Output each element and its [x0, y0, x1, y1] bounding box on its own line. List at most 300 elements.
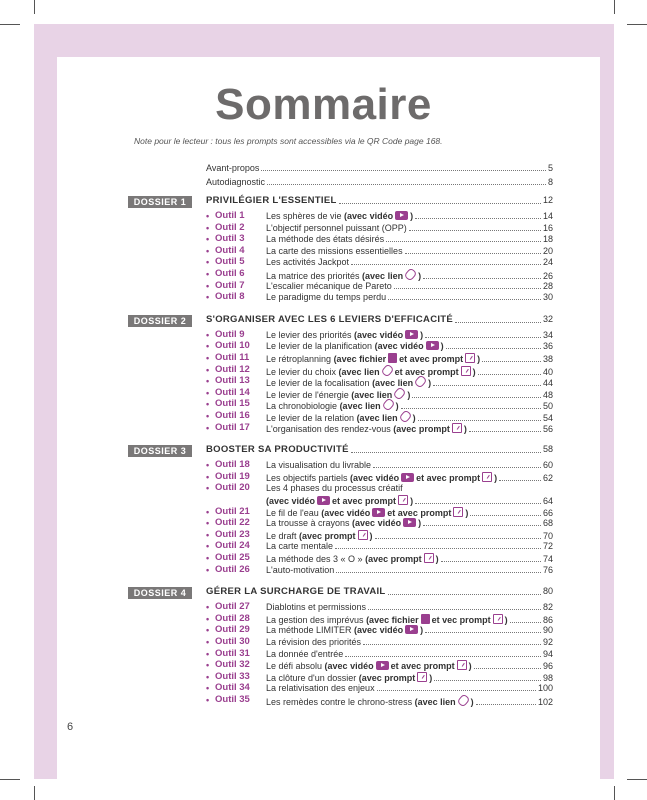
entry-page-number: 96: [542, 661, 553, 672]
entry-page-number: 44: [542, 378, 553, 389]
entry-resource-label: ): [494, 472, 498, 483]
entry-resource-label: et avec prompt: [387, 507, 452, 518]
leader-dots: [470, 514, 541, 516]
bullet-icon: •: [206, 292, 210, 303]
bullet-icon: •: [206, 483, 210, 494]
entry-label: [266, 530, 373, 541]
entry-resource-label: ): [463, 423, 467, 434]
entry-resource-label: (avec vidéo: [354, 329, 404, 340]
entry-label: [266, 257, 349, 267]
entry-page-number: 36: [542, 341, 553, 352]
toc-outil-entry[interactable]: [266, 637, 553, 647]
video-play-icon: [317, 496, 330, 505]
outil-number: Outil 34: [215, 682, 250, 694]
toc-outil-entry[interactable]: [266, 281, 553, 291]
entry-resource-label: ): [410, 496, 414, 506]
bullet-icon: •: [206, 613, 210, 624]
entry-page-number: 66: [542, 507, 553, 518]
leader-dots: [373, 466, 541, 468]
video-play-icon: [426, 341, 439, 350]
entry-page-number: 60: [542, 460, 553, 471]
outil-number: Outil 1: [215, 210, 245, 221]
leader-dots: [339, 202, 541, 204]
entry-resource-label: ): [407, 389, 411, 400]
bullet-icon: •: [206, 245, 210, 256]
outil-number: Outil 24: [215, 540, 250, 552]
file-icon: [388, 353, 397, 363]
entry-resource-label: et avec prompt: [332, 496, 397, 506]
leader-dots: [425, 336, 541, 338]
entry-page-number: 28: [542, 280, 553, 291]
leader-dots: [434, 679, 541, 681]
outil-number: Outil 21: [215, 505, 250, 517]
leader-dots: [423, 524, 541, 526]
entry-resource-label: ): [369, 530, 373, 541]
toc-outil-entry[interactable]: [266, 341, 553, 351]
entry-resource-label: (avec lien: [338, 366, 380, 377]
entry-label: [266, 341, 444, 351]
entry-resource-label: ): [477, 354, 481, 364]
outil-number: Outil 33: [215, 670, 250, 682]
prompt-icon: [461, 366, 471, 376]
entry-text: L'escalier mécanique de Pareto: [266, 280, 392, 291]
dossier-heading[interactable]: [206, 314, 553, 325]
leader-dots: [469, 430, 541, 432]
entry-resource-label: ): [420, 625, 424, 636]
leader-dots: [386, 240, 541, 242]
outil-number: Outil 5: [215, 256, 245, 268]
entry-label: [266, 614, 508, 625]
prompt-icon: [457, 660, 467, 670]
dossier-badge: DOSSIER 2: [128, 315, 192, 327]
outil-number: Outil 30: [215, 636, 250, 647]
toc-outil-entry[interactable]: [266, 672, 553, 683]
outil-number: Outil 25: [215, 552, 250, 563]
outil-number: Outil 14: [215, 386, 250, 398]
bullet-icon: •: [206, 222, 210, 233]
entry-page-number: 48: [542, 389, 553, 400]
leader-dots: [351, 451, 541, 453]
bullet-icon: •: [206, 602, 210, 613]
entry-label: [266, 602, 366, 612]
entry-resource-label: ): [504, 614, 508, 625]
entry-resource-label: ): [418, 271, 422, 281]
entry-label: [266, 211, 413, 221]
bullet-icon: •: [206, 471, 210, 482]
toc-outil-entry[interactable]: [266, 695, 553, 707]
toc-outil-entry[interactable]: [266, 649, 553, 659]
leader-dots: [425, 631, 541, 633]
entry-label: [266, 637, 361, 647]
dossier-heading[interactable]: [206, 195, 553, 206]
entry-resource-label: (avec prompt: [358, 672, 416, 683]
page-number: 6: [67, 721, 74, 733]
entry-resource-label: ): [410, 211, 414, 221]
toc-outil-entry[interactable]: [266, 292, 553, 302]
bullet-icon: •: [206, 422, 210, 433]
entry-text: Les 4 phases du processus créatif: [266, 483, 403, 494]
dossier-page-number: 58: [542, 444, 553, 455]
bullet-icon: •: [206, 553, 210, 563]
entry-text: La visualisation du livrable: [266, 460, 372, 471]
outil-number: Outil 22: [215, 517, 250, 529]
entry-text: Les remèdes contre le chrono-stress: [266, 697, 415, 707]
prompt-icon: [493, 614, 503, 624]
video-play-icon: [405, 330, 418, 339]
entry-resource-label: (avec prompt: [299, 530, 356, 541]
entry-label: [266, 507, 468, 518]
entry-page-number: 68: [542, 518, 553, 529]
leader-dots: [423, 277, 541, 279]
entry-resource-label: (avec prompt: [393, 423, 450, 434]
entry-text: La méthode LIMITER: [266, 625, 355, 636]
entry-text: Le draft: [266, 530, 300, 541]
outil-number: Outil 9: [215, 328, 245, 340]
entry-text: Le paradigme du temps perdu: [266, 292, 387, 303]
entry-resource-label: (avec lien: [351, 389, 393, 400]
bullet-icon: •: [206, 671, 210, 682]
outil-number: Outil 20: [215, 482, 250, 494]
outil-number: Outil 2: [215, 221, 245, 233]
leader-dots: [409, 229, 541, 231]
prompt-icon: [417, 672, 427, 682]
entry-label: [266, 399, 399, 411]
dossier-title: GÉRER LA SURCHARGE DE TRAVAIL: [206, 586, 386, 598]
entry-label: [266, 460, 371, 470]
video-play-icon: [372, 508, 385, 517]
file-icon: [421, 614, 430, 624]
toc-outil-entry[interactable]: [266, 483, 553, 493]
link-icon: [456, 693, 470, 707]
entry-resource-label: (avec lien: [356, 413, 398, 423]
entry-label: [266, 683, 375, 693]
dossier-heading[interactable]: [206, 586, 553, 597]
prompt-icon: [424, 553, 434, 563]
toc-outil-entry[interactable]: [266, 683, 553, 693]
entry-resource-label: (avec vidéo: [352, 518, 402, 529]
bullet-icon: •: [206, 411, 210, 421]
entry-text: La méthode des 3 « O »: [266, 554, 366, 564]
toc-outil-entry[interactable]: [266, 602, 553, 612]
entry-text: La trousse à crayons: [266, 518, 353, 529]
entry-text: La donnée d'entrée: [266, 648, 344, 659]
entry-text: Le levier de l'énergie: [266, 389, 352, 400]
outil-number: Outil 18: [215, 459, 250, 471]
leader-dots: [510, 621, 541, 623]
bullet-icon: •: [206, 660, 210, 671]
entry-page-number: 72: [542, 541, 553, 552]
entry-page-number: 74: [542, 554, 553, 564]
toc-intro-item[interactable]: [206, 177, 553, 187]
link-icon: [393, 386, 407, 400]
toc-outil-entry[interactable]: [266, 460, 553, 470]
leader-dots: [455, 321, 541, 323]
prompt-icon: [358, 530, 368, 540]
entry-page-number: 16: [542, 222, 553, 233]
entry-label: [266, 365, 476, 377]
entry-resource-label: ): [418, 518, 422, 529]
entry-label: [266, 625, 423, 635]
video-play-icon: [395, 211, 408, 220]
leader-dots: [336, 571, 541, 573]
toc-outil-entry[interactable]: [266, 423, 553, 434]
dossier-badge: DOSSIER 3: [128, 445, 192, 457]
entry-page-number: 70: [542, 530, 553, 541]
outil-number: Outil 15: [215, 398, 250, 410]
entry-label: [266, 269, 421, 281]
toc-outil-entry[interactable]: [266, 518, 553, 528]
leader-dots: [388, 593, 541, 595]
bullet-icon: •: [206, 460, 210, 471]
entry-resource-label: et avec prompt: [394, 366, 459, 377]
bullet-icon: •: [206, 695, 210, 705]
entry-resource-label: (avec lien: [372, 378, 414, 389]
toc-outil-entry[interactable]: [266, 472, 553, 483]
entry-page-number: 90: [542, 625, 553, 636]
leader-dots: [412, 396, 541, 398]
toc-intro-item[interactable]: [206, 163, 553, 173]
leader-dots: [415, 217, 541, 219]
entry-text: Le rétroplanning: [266, 354, 334, 364]
leader-dots: [478, 373, 541, 375]
toc-outil-entry[interactable]: [266, 553, 553, 564]
entry-label: [266, 423, 467, 434]
link-icon: [380, 363, 394, 377]
entry-text: La clôture d'un dossier: [266, 672, 359, 683]
entry-text: Le levier de la planification: [266, 341, 375, 352]
entry-page-number: 102: [537, 697, 553, 707]
leader-dots: [476, 703, 536, 705]
bullet-icon: •: [206, 625, 210, 636]
toc-outil-entry[interactable]: [266, 530, 553, 541]
entry-text: Les sphères de vie: [266, 211, 345, 221]
toc-outil-entry[interactable]: [266, 376, 553, 388]
toc-outil-entry[interactable]: [266, 365, 553, 377]
entry-text: Le levier de la relation: [266, 413, 357, 423]
bullet-icon: •: [206, 506, 210, 517]
prompt-icon: [398, 495, 408, 505]
leader-dots: [446, 347, 541, 349]
entry-label: [266, 411, 416, 423]
leader-dots: [345, 655, 541, 657]
entry-page-number: 94: [542, 648, 553, 659]
entry-text: La gestion des imprévus: [266, 614, 367, 625]
bullet-icon: •: [206, 387, 210, 398]
leader-dots: [441, 560, 541, 562]
video-play-icon: [376, 661, 389, 670]
leader-dots: [335, 547, 541, 549]
dossier-badge: DOSSIER 1: [128, 196, 192, 208]
toc-outil-entry[interactable]: [266, 411, 553, 423]
outil-number: Outil 4: [215, 244, 245, 256]
entry-resource-label: (avec fichier: [333, 354, 387, 364]
toc-outil-entry[interactable]: [266, 211, 553, 221]
bullet-icon: •: [206, 518, 210, 529]
entry-page-number: 56: [542, 423, 553, 434]
entry-text: Les activités Jackpot: [266, 257, 350, 268]
dossier-page-number: 12: [542, 195, 553, 205]
entry-resource-label: et vec prompt: [431, 614, 491, 625]
entry-resource-label: ): [420, 329, 424, 340]
bullet-icon: •: [206, 529, 210, 540]
entry-text: La relativisation des enjeux: [266, 683, 375, 694]
entry-page-number: 62: [542, 472, 553, 483]
leader-dots: [415, 502, 541, 504]
prompt-icon: [482, 472, 492, 482]
leader-dots: [267, 183, 546, 185]
prompt-icon: [465, 353, 475, 363]
outil-number: Outil 27: [215, 601, 250, 613]
entry-label: [266, 541, 333, 551]
bullet-icon: •: [206, 280, 210, 291]
entry-page-number: 14: [542, 211, 553, 221]
entry-page-number: 34: [542, 329, 553, 340]
entry-resource-label: (avec vidéo: [354, 625, 404, 636]
leader-dots: [482, 360, 541, 362]
entry-resource-label: ): [412, 413, 416, 423]
entry-text: Le levier du choix: [266, 366, 339, 377]
outil-number: Outil 3: [215, 233, 245, 245]
entry-label: [266, 672, 432, 683]
outil-number: Outil 23: [215, 528, 250, 540]
toc-outil-entry[interactable]: [266, 660, 553, 671]
bullet-icon: •: [206, 329, 210, 340]
toc-outil-entry[interactable]: [266, 507, 553, 518]
entry-resource-label: (avec lien: [414, 697, 456, 707]
entry-resource-label: ): [428, 378, 432, 389]
outil-number: Outil 8: [215, 291, 245, 303]
outil-number: Outil 29: [215, 624, 250, 636]
entry-resource-label: ): [468, 661, 472, 672]
entry-text: L'objectif personnel puissant (OPP): [266, 222, 407, 233]
outil-number: Outil 13: [215, 375, 250, 387]
entry-resource-label: ): [470, 697, 474, 707]
entry-resource-label: ): [472, 366, 476, 377]
leader-dots: [433, 384, 541, 386]
entry-page-number: 8: [547, 177, 553, 187]
entry-label: Avant-propos: [206, 163, 260, 173]
entry-resource-label: (avec vidéo: [374, 341, 424, 352]
entry-text: Le levier de la focalisation: [266, 378, 373, 389]
entry-resource-label: et avec prompt: [416, 472, 481, 483]
entry-resource-label: (avec fichier: [366, 614, 419, 625]
outil-number: Outil 11: [215, 352, 250, 363]
toc-outil-entry[interactable]: [266, 330, 553, 340]
bullet-icon: •: [206, 541, 210, 552]
leader-dots: [351, 263, 541, 265]
entry-page-number: 24: [542, 257, 553, 268]
entry-label: [266, 292, 386, 302]
entry-label: [266, 649, 343, 659]
toc-outil-entry[interactable]: [266, 495, 553, 506]
toc-outil-entry[interactable]: [266, 234, 553, 244]
outil-number: Outil 6: [215, 268, 245, 279]
link-icon: [398, 409, 412, 423]
entry-page-number: 92: [542, 637, 553, 647]
entry-label: [266, 518, 421, 528]
leader-dots: [368, 608, 541, 610]
entry-label: [266, 353, 480, 364]
entry-page-number: 82: [542, 602, 553, 613]
leader-dots: [261, 169, 546, 171]
entry-page-number: 20: [542, 245, 553, 256]
toc-outil-entry[interactable]: [266, 257, 553, 267]
entry-text: La chronobiologie: [266, 401, 340, 412]
video-play-icon: [401, 473, 414, 482]
entry-resource-label: (avec lien: [339, 401, 381, 412]
toc-outil-entry[interactable]: [266, 223, 553, 233]
toc-outil-entry[interactable]: [266, 246, 553, 256]
entry-label: [266, 234, 384, 244]
entry-page-number: 5: [547, 163, 553, 173]
bullet-icon: •: [206, 269, 210, 279]
toc-outil-entry[interactable]: [266, 399, 553, 411]
dossier-page-number: 80: [542, 586, 553, 597]
entry-text: Le fil de l'eau: [266, 507, 322, 518]
bullet-icon: •: [206, 257, 210, 268]
entry-resource-label: (avec lien: [362, 271, 404, 281]
entry-label: Autodiagnostic: [206, 177, 266, 187]
toc-outil-entry[interactable]: [266, 388, 553, 400]
link-icon: [414, 375, 428, 389]
video-play-icon: [403, 518, 416, 527]
dossier-heading[interactable]: [206, 444, 553, 455]
toc-outil-entry[interactable]: [266, 269, 553, 281]
entry-page-number: 64: [542, 496, 553, 506]
dossier-title: PRIVILÉGIER L'ESSENTIEL: [206, 195, 337, 206]
outil-number: Outil 19: [215, 470, 250, 482]
entry-text: L'auto-motivation: [266, 564, 335, 575]
entry-text: Le défi absolu: [266, 661, 325, 672]
entry-label: [266, 281, 392, 291]
entry-label: [266, 376, 431, 388]
entry-page-number: 38: [542, 354, 553, 364]
dossier-badge: DOSSIER 4: [128, 587, 192, 599]
leader-dots: [394, 287, 541, 289]
entry-page-number: 40: [542, 366, 553, 377]
bullet-icon: •: [206, 234, 210, 245]
leader-dots: [405, 252, 541, 254]
outil-number: Outil 7: [215, 279, 245, 291]
outil-number: Outil 26: [215, 563, 250, 575]
prompt-icon: [452, 423, 462, 433]
entry-text: La carte des missions essentielles: [266, 245, 403, 256]
bullet-icon: •: [206, 353, 210, 363]
entry-resource-label: (avec vidéo: [344, 211, 394, 221]
entry-label: [266, 495, 413, 506]
entry-resource-label: ): [435, 554, 439, 564]
entry-resource-label: et avec prompt: [399, 354, 464, 364]
leader-dots: [401, 407, 541, 409]
entry-resource-label: (avec vidéo: [266, 496, 316, 506]
toc-outil-entry[interactable]: [266, 541, 553, 551]
entry-page-number: 30: [542, 292, 553, 303]
entry-text: La révision des priorités: [266, 637, 362, 647]
entry-resource-label: et avec prompt: [390, 661, 455, 672]
leader-dots: [474, 667, 541, 669]
bullet-icon: •: [206, 564, 210, 575]
toc-outil-entry[interactable]: [266, 614, 553, 625]
leader-dots: [388, 298, 541, 300]
reader-note: Note pour le lecteur : tous les prompts sont accessibles via le QR Code page 168.: [134, 136, 443, 146]
toc-outil-entry[interactable]: [266, 353, 553, 364]
entry-resource-label: (avec vidéo: [324, 661, 374, 672]
entry-page-number: 18: [542, 234, 553, 245]
dossier-title: S'ORGANISER AVEC LES 6 LEVIERS D'EFFICACITÉ: [206, 313, 454, 325]
entry-text: L'organisation des rendez-vous: [266, 423, 394, 434]
toc-outil-entry[interactable]: [266, 625, 553, 635]
toc-outil-entry[interactable]: [266, 565, 553, 575]
